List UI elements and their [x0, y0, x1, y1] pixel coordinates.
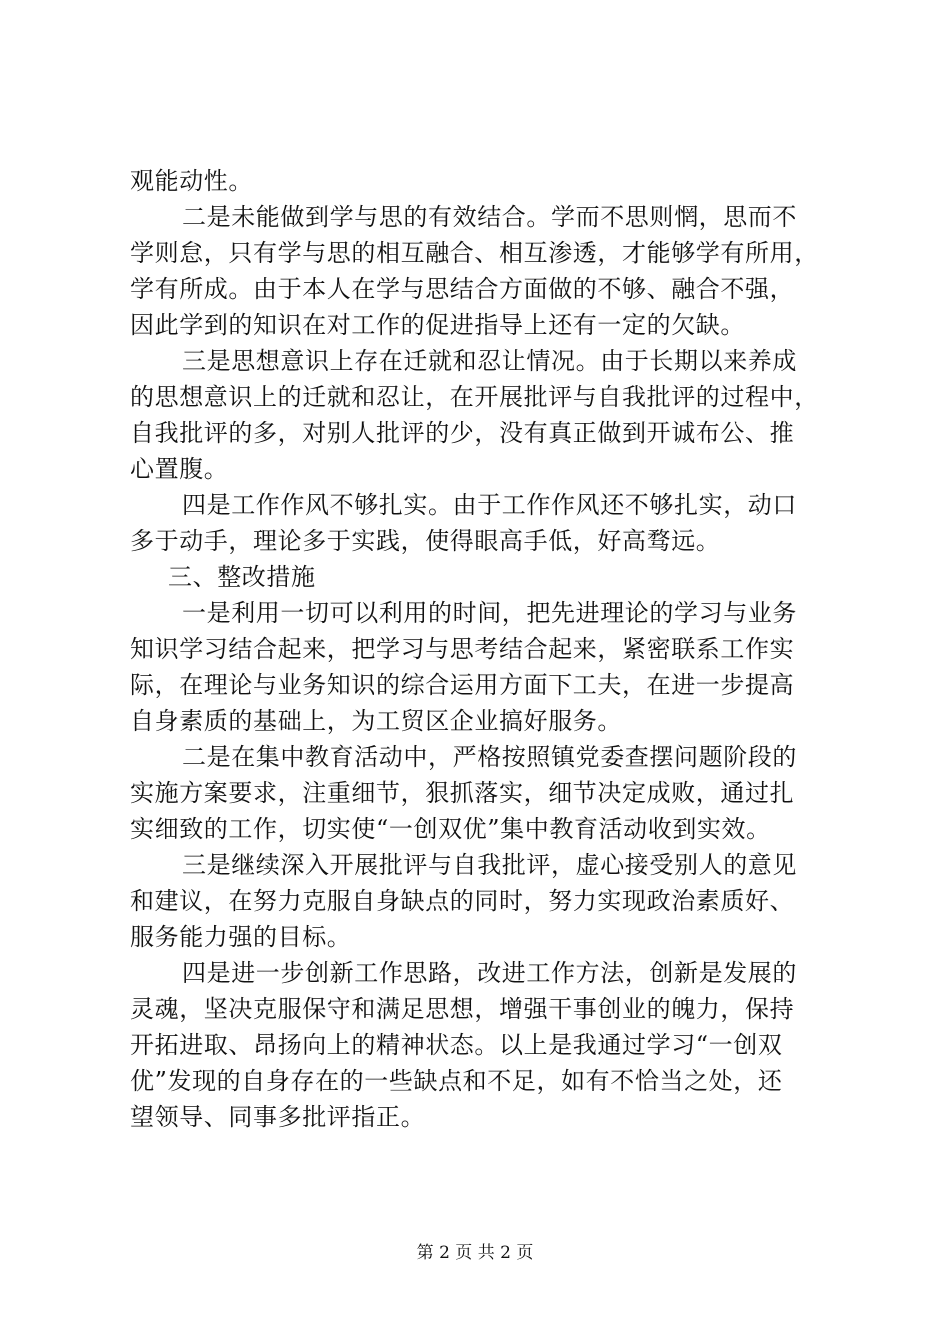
- text-line: 学则怠，只有学与思的相互融合、相互渗透，才能够学有所用，: [130, 239, 819, 267]
- document-body: [130, 163, 830, 1135]
- text-line: 因此学到的知识在对工作的促进指导上还有一定的欠缺。: [130, 311, 745, 339]
- text-line: 开拓进取、昂扬向上的精神状态。以上是我通过学习“一创双: [130, 1031, 783, 1059]
- text-line: 观能动性。: [130, 167, 253, 195]
- text-line: 知识学习结合起来，把学习与思考结合起来，紧密联系工作实: [130, 635, 795, 663]
- text-line: 望领导、同事多批评指正。: [130, 1103, 426, 1131]
- text-line: 和建议，在努力克服自身缺点的同时，努力实现政治素质好、: [130, 887, 795, 915]
- text-line: 灵魂，坚决克服保守和满足思想，增强干事创业的魄力，保持: [130, 995, 795, 1023]
- paragraph-start-line: 二是在集中教育活动中，严格按照镇党委查摆问题阶段的: [182, 743, 797, 771]
- text-line: 服务能力强的目标。: [130, 923, 352, 951]
- text-line: 学有所成。由于本人在学与思结合方面做的不够、融合不强，: [130, 275, 795, 303]
- text-line: 自身素质的基础上，为工贸区企业搞好服务。: [130, 707, 622, 735]
- text-line: 多于动手，理论多于实践，使得眼高手低，好高骛远。: [130, 527, 721, 555]
- text-line: 际，在理论与业务知识的综合运用方面下工夫，在进一步提高: [130, 671, 795, 699]
- paragraph-start-line: 三是思想意识上存在迁就和忍让情况。由于长期以来养成: [182, 347, 797, 375]
- text-line: 自我批评的多，对别人批评的少，没有真正做到开诚布公、推: [130, 419, 795, 447]
- text-line: 实施方案要求，注重细节，狠抓落实，细节决定成败，通过扎: [130, 779, 795, 807]
- paragraph-start-line: 一是利用一切可以利用的时间，把先进理论的学习与业务: [182, 599, 797, 627]
- paragraph-start-line: 四是工作作风不够扎实。由于工作作风还不够扎实，动口: [182, 491, 797, 519]
- text-line: 实细致的工作，切实使“一创双优”集中教育活动收到实效。: [130, 815, 771, 843]
- page-number-footer: 第 2 页 共 2 页: [416, 1243, 534, 1263]
- section-heading: 三、整改措施: [168, 563, 316, 591]
- paragraph-start-line: 三是继续深入开展批评与自我批评，虚心接受别人的意见: [182, 851, 797, 879]
- text-line: 的思想意识上的迁就和忍让，在开展批评与自我批评的过程中，: [130, 383, 819, 411]
- text-line: 心置腹。: [130, 455, 229, 483]
- paragraph-start-line: 二是未能做到学与思的有效结合。学而不思则惘，思而不: [182, 203, 797, 231]
- paragraph-start-line: 四是进一步创新工作思路，改进工作方法，创新是发展的: [182, 959, 797, 987]
- text-line: 优”发现的自身存在的一些缺点和不足，如有不恰当之处，还: [130, 1067, 783, 1095]
